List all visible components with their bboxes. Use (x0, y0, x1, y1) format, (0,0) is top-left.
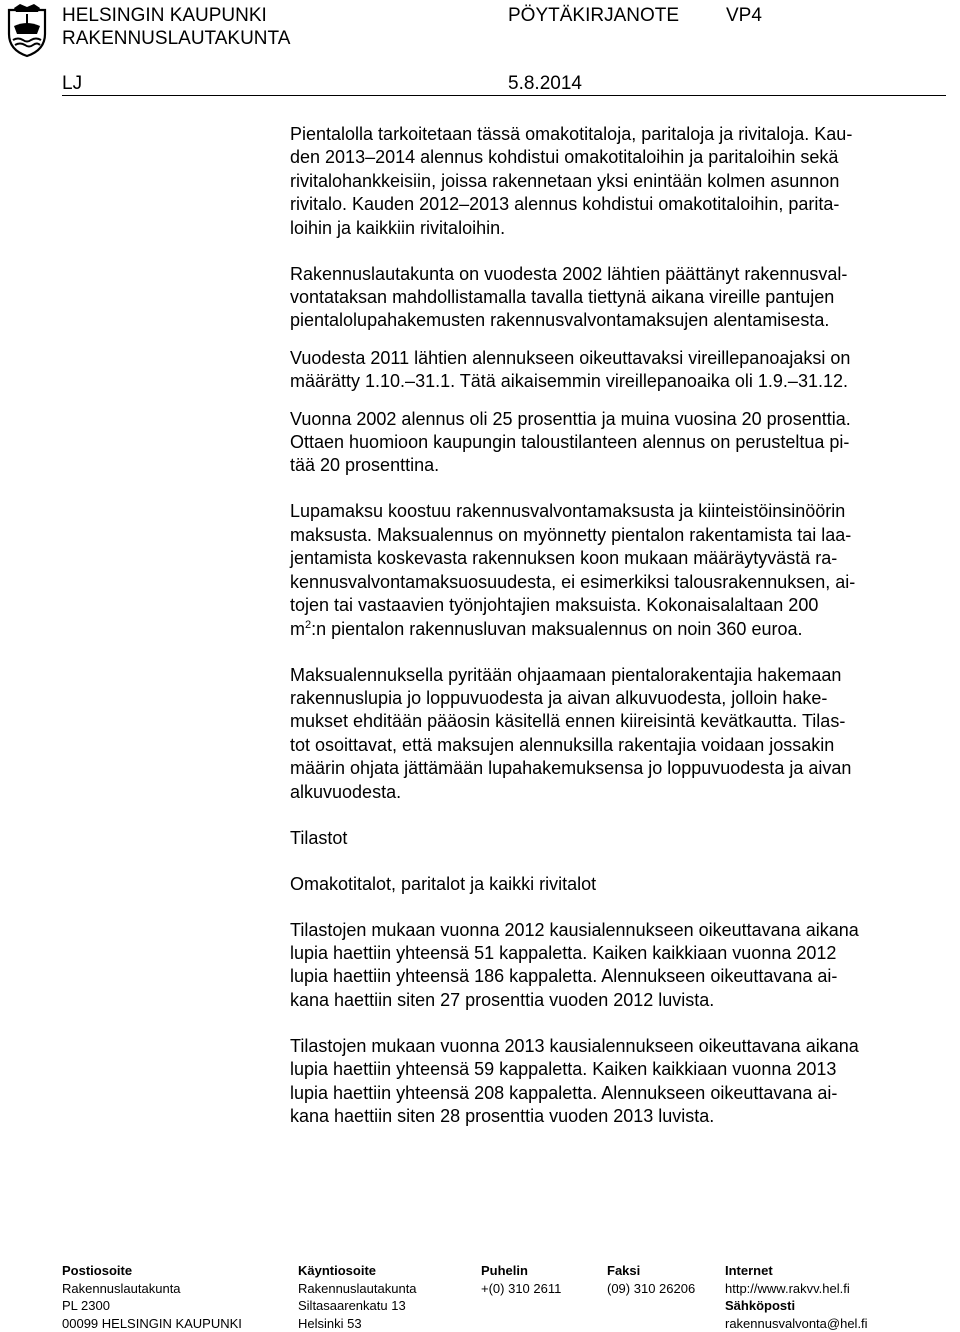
footer-line: Rakennuslautakunta (62, 1280, 242, 1298)
footer-heading: Postiosoite (62, 1262, 242, 1280)
text-line: Tilastojen mukaan vuonna 2012 kausialennukseen oikeuttavana aikana (290, 919, 950, 942)
text-line: mukset ehditään pääosin käsitellä ennen kiireisintä kevätkautta. Tilas- (290, 710, 950, 733)
text-line: Vuonna 2002 alennus oli 25 prosenttia ja muina vuosina 20 prosenttia. (290, 408, 950, 431)
footer-heading: Internet (725, 1262, 868, 1280)
text-line: Lupamaksu koostuu rakennusvalvontamaksusta ja kiinteistöinsinöörin (290, 500, 950, 523)
text-line: kana haettiin siten 27 prosenttia vuoden 2012 luvista. (290, 989, 950, 1012)
helsinki-crest-logo (6, 4, 48, 58)
meeting-date: 5.8.2014 (508, 73, 582, 95)
text-line: määrin ohjata jättämään lupahakemuksensa jo loppuvuodesta ja aivan (290, 757, 950, 780)
email-link[interactable]: rakennusvalvonta@hel.fi (725, 1315, 868, 1332)
footer-heading: Käyntiosoite (298, 1262, 417, 1280)
text-line: jentamista koskevasta rakennuksen koon mukaan määräytyvästä ra- (290, 547, 950, 570)
footer-line: Siltasaarenkatu 13 (298, 1297, 417, 1315)
heading-statistics (290, 827, 950, 850)
footer-line: 00099 HELSINGIN KAUPUNKI (62, 1315, 242, 1332)
text-line: Maksualennuksella pyritään ohjaamaan pientalorakentajia hakemaan (290, 664, 950, 687)
footer-heading: Puhelin (481, 1262, 561, 1280)
org-name: HELSINGIN KAUPUNKI (62, 5, 267, 27)
text-line: loihin ja kaikkiin rivitaloihin. (290, 217, 950, 240)
website-link[interactable]: http://www.rakvv.hel.fi (725, 1280, 868, 1298)
text-line: Ottaen huomioon kaupungin taloustilanteen alennus on perusteltua pi- (290, 431, 950, 454)
footer-fax (607, 1262, 695, 1297)
text-line: lupia haettiin yhteensä 51 kappaletta. Kaiken kaikkiaan vuonna 2012 (290, 942, 950, 965)
paragraph-statistics-2013 (290, 1035, 950, 1129)
text-line: rivitalo. Kauden 2012–2013 alennus kohdistui omakotitaloihin, parita- (290, 193, 950, 216)
text-line: lupia haettiin yhteensä 208 kappaletta. Alennukseen oikeuttavana ai- (290, 1082, 950, 1105)
heading-house-types (290, 873, 950, 896)
paragraph-statistics-2012 (290, 919, 950, 1013)
text-fragment: :n pientalon rakennusluvan maksualennus on noin 360 euroa. (311, 619, 802, 639)
text-line: tojen tai vastaavien työnjohtajien maksuista. Kokonaisalaltaan 200 (290, 594, 950, 617)
text-line (290, 618, 950, 641)
footer-line: PL 2300 (62, 1297, 242, 1315)
paragraph-filing-period (290, 347, 950, 394)
paragraph-decision-history (290, 263, 950, 333)
text-fragment: m (290, 619, 305, 639)
text-line: kennusvalvontamaksuosuudesta, ei esimerkiksi talousrakennuksen, ai- (290, 571, 950, 594)
text-line: Tilastot (290, 827, 950, 850)
text-line: tot osoittavat, että maksujen alennuksilla rakentajia voidaan jossakin (290, 734, 950, 757)
paragraph-pientalo-definition (290, 123, 950, 240)
text-line: lupia haettiin yhteensä 186 kappaletta. Alennukseen oikeuttavana ai- (290, 965, 950, 988)
footer-phone (481, 1262, 561, 1297)
superscript: 2 (305, 619, 311, 631)
footer-line: +(0) 310 2611 (481, 1280, 561, 1298)
text-line: lupia haettiin yhteensä 59 kappaletta. Kaiken kaikkiaan vuonna 2013 (290, 1058, 950, 1081)
paragraph-discount-purpose (290, 664, 950, 804)
footer-line: (09) 310 26206 (607, 1280, 695, 1298)
paragraph-discount-rate (290, 408, 950, 478)
text-line: rivitalohankkeisiin, joissa rakennetaan yksi enintään kolmen asunnon (290, 170, 950, 193)
text-line: pientalolupahakemusten rakennusvalvontamaksujen alentamisesta. (290, 309, 950, 332)
text-line: Tilastojen mukaan vuonna 2013 kausialennukseen oikeuttavana aikana (290, 1035, 950, 1058)
text-line: rakennuslupia jo loppuvuodesta ja aivan alkuvuodesta, jolloin hake- (290, 687, 950, 710)
text-line: den 2013–2014 alennus kohdistui omakotitaloihin ja paritaloihin sekä (290, 146, 950, 169)
footer-line: Rakennuslautakunta (298, 1280, 417, 1298)
initials: LJ (62, 73, 82, 95)
text-line: Vuodesta 2011 lähtien alennukseen oikeuttavaksi vireillepanoajaksi on (290, 347, 950, 370)
section-code: VP4 (726, 5, 762, 27)
text-line: kana haettiin siten 28 prosenttia vuoden 2013 luvista. (290, 1105, 950, 1128)
footer-line: Helsinki 53 (298, 1315, 417, 1332)
text-line: vontataksan mahdollistamalla tavalla tiettynä aikana vireille pantujen (290, 286, 950, 309)
document-type: PÖYTÄKIRJANOTE (508, 5, 679, 27)
text-line: tää 20 prosenttina. (290, 454, 950, 477)
header-divider (62, 95, 946, 96)
footer-heading: Sähköposti (725, 1297, 868, 1315)
text-line: Pientalolla tarkoitetaan tässä omakotitaloja, paritaloja ja rivitaloja. Kau- (290, 123, 950, 146)
paragraph-permit-fee (290, 500, 950, 640)
text-line: alkuvuodesta. (290, 781, 950, 804)
board-name: RAKENNUSLAUTAKUNTA (62, 28, 290, 50)
footer-heading: Faksi (607, 1262, 695, 1280)
text-line: maksusta. Maksualennus on myönnetty pientalon rakentamista tai laa- (290, 524, 950, 547)
text-line: määrätty 1.10.–31.1. Tätä aikaisemmin vireillepanoaika oli 1.9.–31.12. (290, 370, 950, 393)
text-line: Omakotitalot, paritalot ja kaikki rivitalot (290, 873, 950, 896)
text-line: Rakennuslautakunta on vuodesta 2002 lähtien päättänyt rakennusval- (290, 263, 950, 286)
document-body (290, 123, 950, 1128)
